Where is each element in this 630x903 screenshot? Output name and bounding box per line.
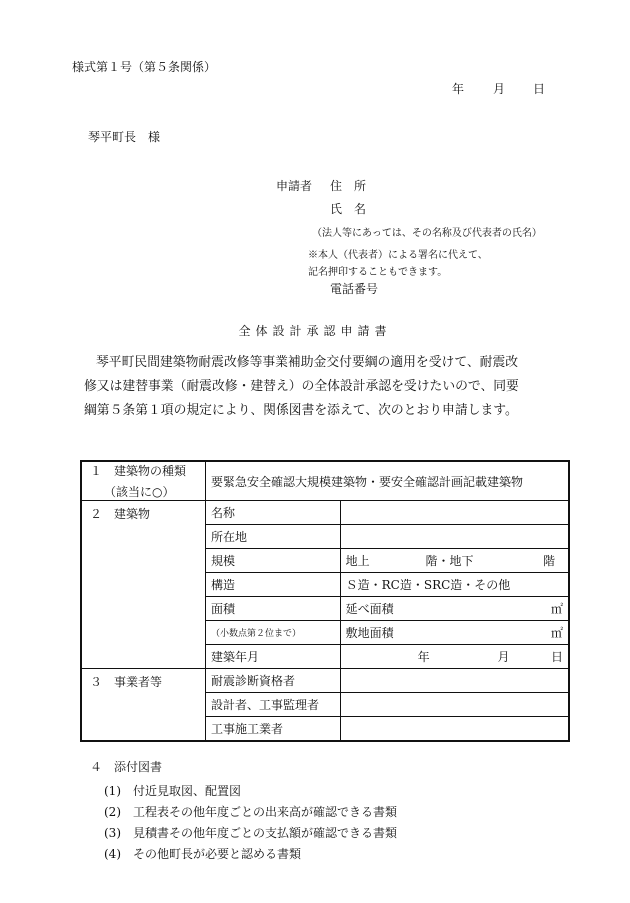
attachment-item-2: (2) 工程表その他年度ごとの出来高が確認できる書類 xyxy=(104,805,398,819)
name-label: 氏 名 xyxy=(330,202,367,216)
attachment-item-4: (4) その他町長が必要と認める書類 xyxy=(104,847,301,861)
seal-note-1: ※本人（代表者）による署名に代えて、 xyxy=(308,250,488,261)
built-month: 月 xyxy=(497,650,510,664)
inspector-label: 耐震診断資格者 xyxy=(205,669,340,693)
building-name-label: 名称 xyxy=(205,501,340,525)
applicant-label: 申請者 xyxy=(276,179,313,193)
body-line-1: 琴平町民間建築物耐震改修等事業補助金交付要綱の適用を受けて、耐震改 xyxy=(96,355,519,370)
location-field[interactable] xyxy=(340,525,569,549)
built-year: 年 xyxy=(417,650,430,664)
seal-note-2: 記名押印することもできます。 xyxy=(308,267,448,278)
site-area-unit: ㎡ xyxy=(550,626,563,640)
contractor-label: 工事施工業者 xyxy=(205,717,340,742)
form-number: 様式第１号（第５条関係） xyxy=(72,60,217,74)
inspector-field[interactable] xyxy=(340,669,569,693)
section2-label xyxy=(81,501,205,669)
building-type-value[interactable]: 要緊急安全確認大規模建築物・要安全確認計画記載建築物 xyxy=(205,461,569,501)
section1-label: １ 建築物の種類 xyxy=(90,464,187,478)
document-title: 全体設計承認申請書 xyxy=(238,324,392,338)
phone-label: 電話番号 xyxy=(330,282,379,296)
addressee: 琴平町長 様 xyxy=(88,130,161,144)
application-table xyxy=(80,460,570,742)
site-area-field[interactable] xyxy=(340,621,569,645)
section3-label xyxy=(81,669,205,742)
area-label: 面積 xyxy=(205,597,340,621)
scale-mid-label: 階・地下 xyxy=(425,554,474,568)
area-note: （小数点第２位まで） xyxy=(205,621,340,645)
section1-label-cell xyxy=(81,461,205,501)
section3-label-text: ３ 事業者等 xyxy=(90,675,163,689)
designer-label: 設計者、工事監理者 xyxy=(205,693,340,717)
attachment-item-3: (3) 見積書その他年度ごとの支払額が確認できる書類 xyxy=(104,826,398,840)
address-label: 住 所 xyxy=(330,179,367,193)
attachments-heading: ４ 添付図書 xyxy=(90,760,163,774)
built-label: 建築年月 xyxy=(205,645,340,669)
body-line-3: 綱第５条第１項の規定により、関係図書を添えて、次のとおり申請します。 xyxy=(84,403,518,418)
date-month: 月 xyxy=(493,82,506,96)
section2-label-text: ２ 建築物 xyxy=(90,507,151,521)
scale-field[interactable] xyxy=(340,549,569,573)
built-field[interactable] xyxy=(340,645,569,669)
location-label: 所在地 xyxy=(205,525,340,549)
contractor-field[interactable] xyxy=(340,717,569,742)
attachment-item-1: (1) 付近見取図、配置図 xyxy=(104,784,241,798)
body-line-2: 修又は建替事業（耐震改修・建替え）の全体設計承認を受けたいので、同要 xyxy=(84,379,519,394)
scale-floor-label: 階 xyxy=(542,554,555,568)
floor-area-field[interactable] xyxy=(340,597,569,621)
building-name-field[interactable] xyxy=(340,501,569,525)
structure-value[interactable]: Ｓ造・RC造・SRC造・その他 xyxy=(340,573,569,597)
date-year: 年 xyxy=(452,82,465,96)
section1-sub: （該当に○） xyxy=(104,485,175,499)
scale-above-label: 地上 xyxy=(345,554,370,568)
floor-area-label: 延べ面積 xyxy=(345,602,394,616)
name-note: （法人等にあっては、その名称及び代表者の氏名） xyxy=(312,228,542,239)
scale-label: 規模 xyxy=(205,549,340,573)
site-area-label: 敷地面積 xyxy=(345,626,394,640)
structure-label: 構造 xyxy=(205,573,340,597)
designer-field[interactable] xyxy=(340,693,569,717)
date-day: 日 xyxy=(533,82,546,96)
built-day: 日 xyxy=(550,650,563,664)
floor-area-unit: ㎡ xyxy=(550,602,563,616)
body-text xyxy=(84,351,554,423)
